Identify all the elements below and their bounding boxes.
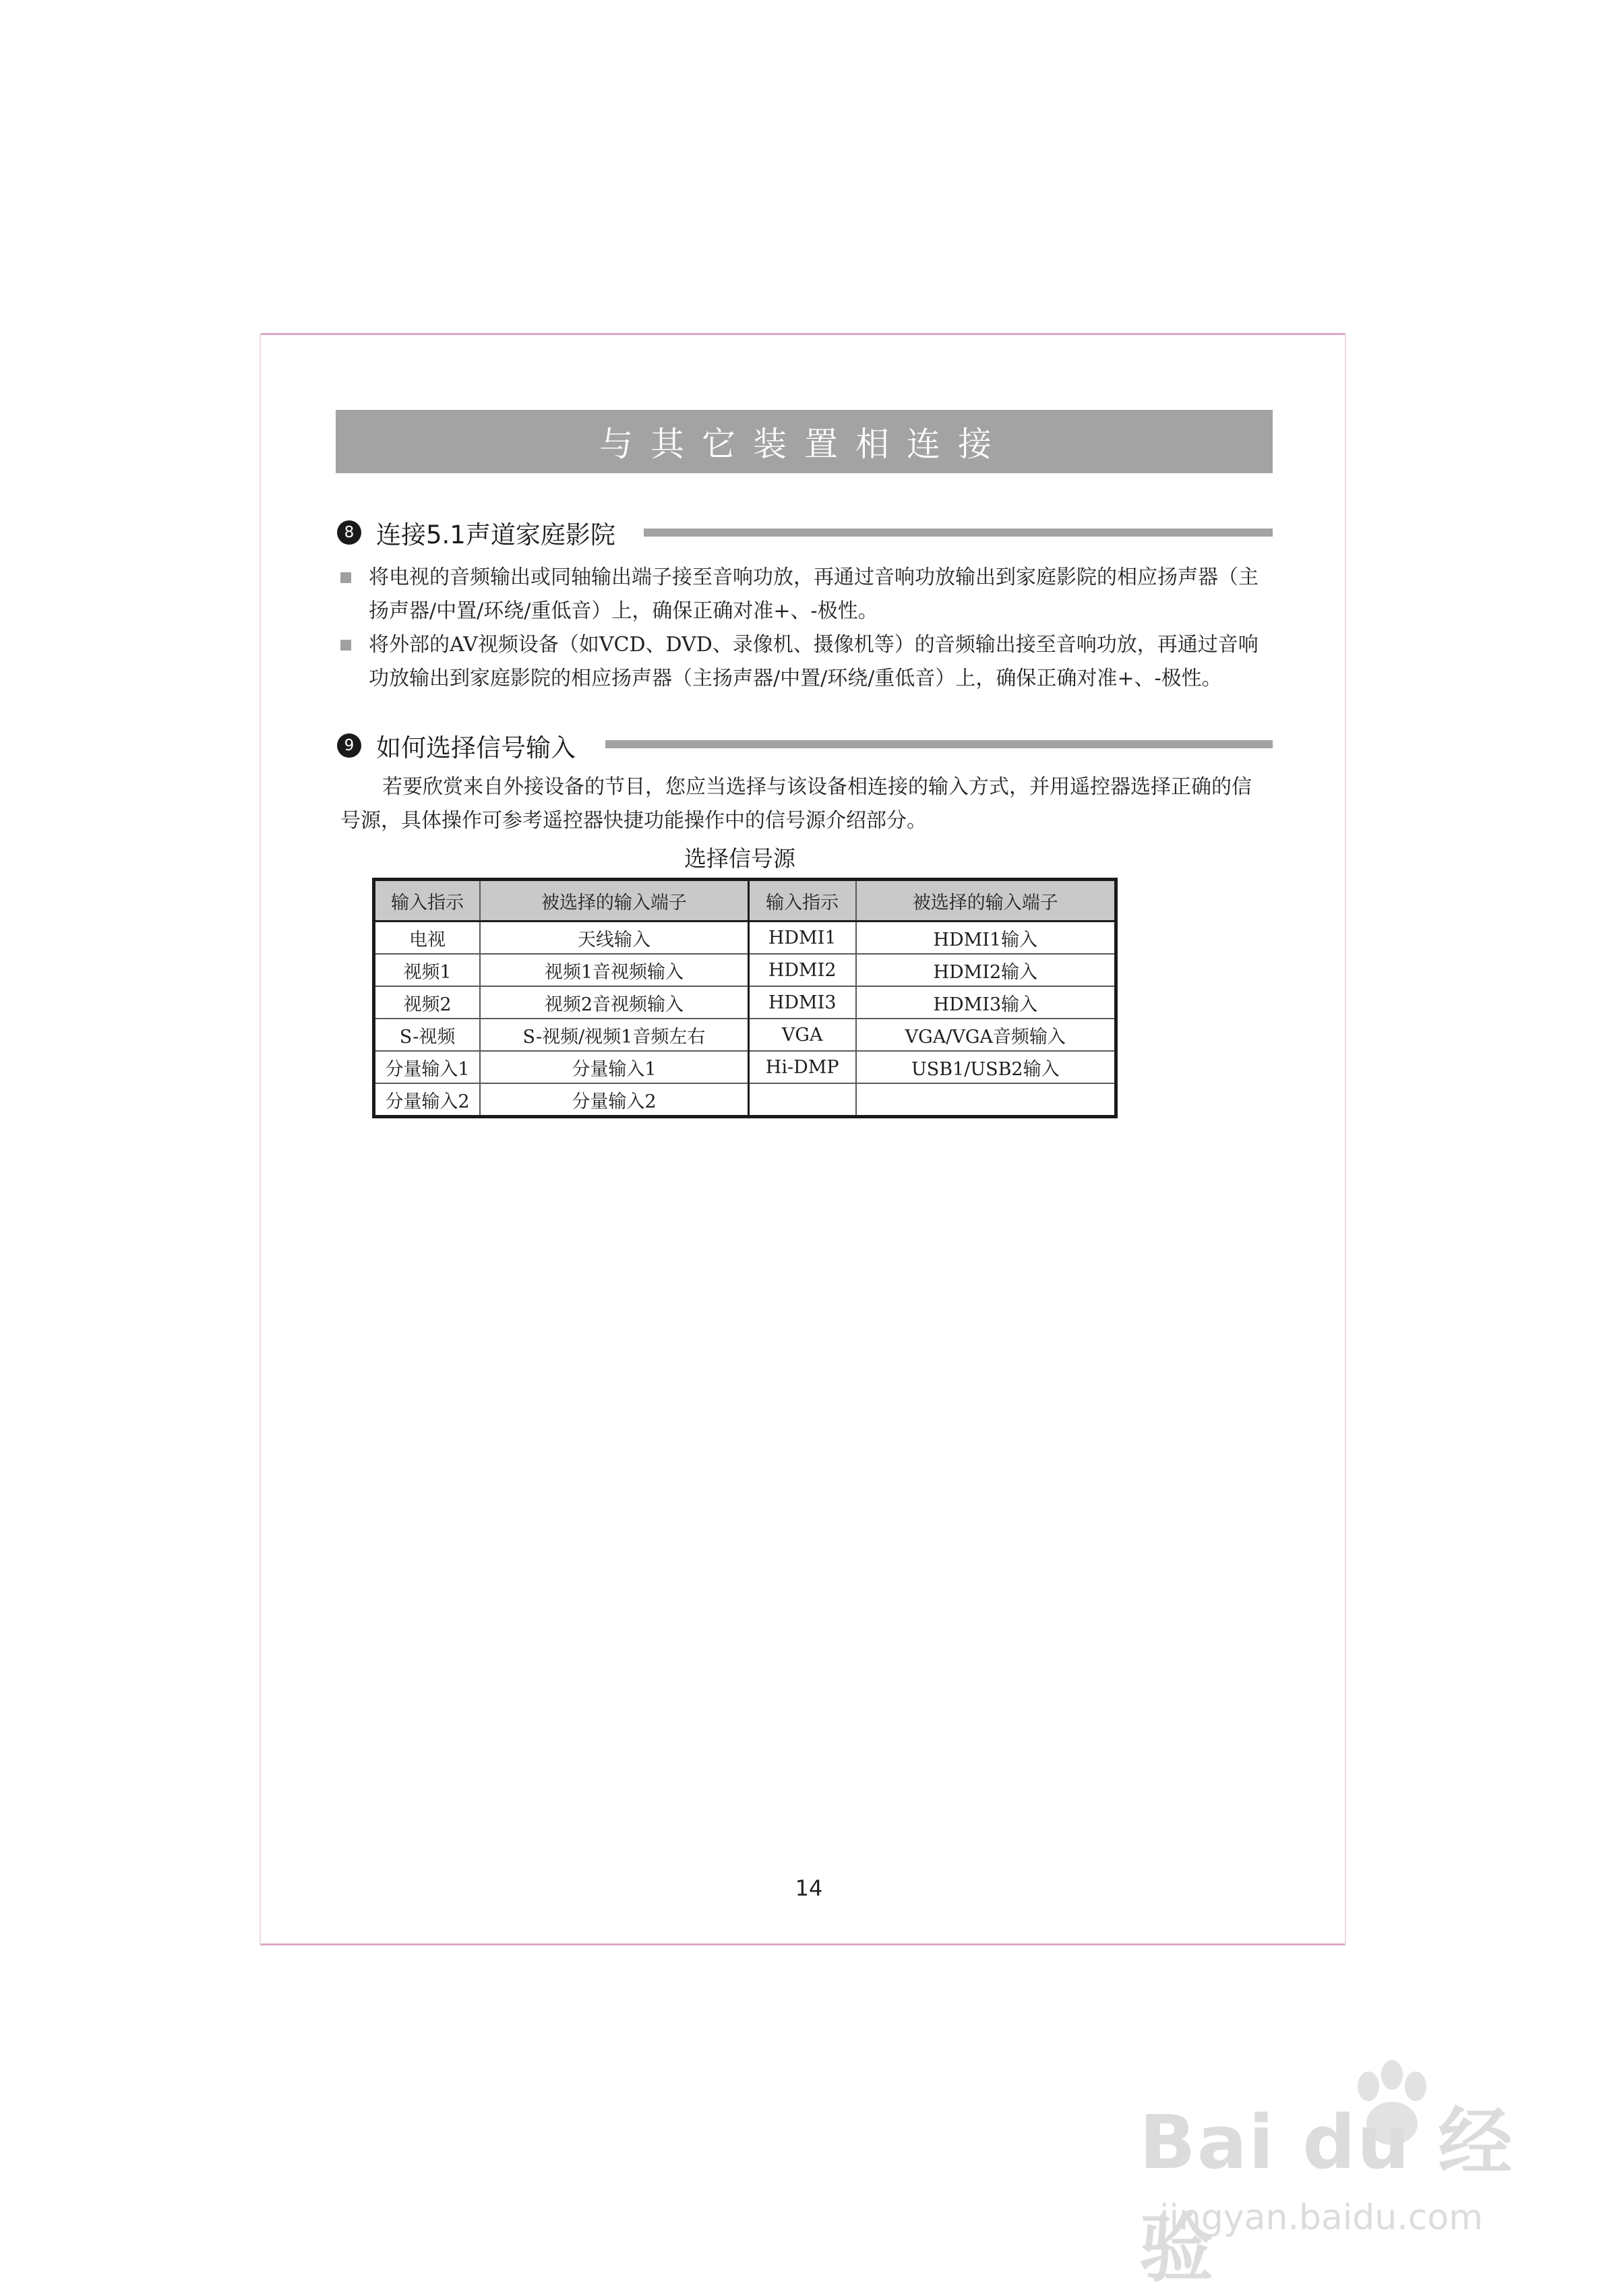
- square-bullet-icon: [340, 572, 351, 583]
- table-cell: 分量输入2: [374, 1083, 481, 1117]
- square-bullet-icon: [340, 640, 351, 651]
- bullet-text: 将电视的音频输出或同轴输出端子接至音响功放，再通过音响功放输出到家庭影院的相应扬声器（主扬声器/中置/环绕/重低音）上，确保正确对准+、-极性。: [369, 566, 1259, 623]
- header-cell: 被选择的输入端子: [480, 880, 748, 922]
- header-cell: 输入指示: [748, 880, 855, 922]
- section-8-number: 8: [337, 520, 361, 545]
- table-cell: 电视: [374, 922, 481, 955]
- bullet-text: 将外部的AV视频设备（如VCD、DVD、录像机、摄像机等）的音频输出接至音响功放，再通过音响功放输出到家庭影院的相应扬声器（主扬声器/中置/环绕/重低音）上，确保正确对准+、-极性。: [369, 633, 1259, 690]
- signal-source-table: [372, 878, 1118, 1118]
- baidu-watermark: [1139, 2063, 1557, 2292]
- table-cell: HDMI1输入: [856, 922, 1116, 955]
- page-title: 与其它装置相连接: [336, 410, 1273, 473]
- table-row: [374, 1051, 1116, 1083]
- table-cell: 视频2: [374, 986, 481, 1019]
- header-cell: 被选择的输入端子: [856, 880, 1116, 922]
- table-row: [374, 986, 1116, 1019]
- table-row: [374, 954, 1116, 986]
- page-frame-right: [1345, 333, 1346, 1945]
- table-cell: HDMI2: [748, 954, 855, 986]
- watermark-url: jingyan.baidu.com: [1159, 2198, 1483, 2238]
- table-cell: HDMI3: [748, 986, 855, 1019]
- page-frame-top: [260, 333, 1346, 335]
- table-cell: Hi-DMP: [748, 1051, 855, 1083]
- header-cell: 输入指示: [374, 880, 481, 922]
- section-8-bullet-1: [340, 561, 1271, 628]
- table-cell: VGA/VGA音频输入: [856, 1019, 1116, 1051]
- table-row: [374, 922, 1116, 955]
- section-9-title: 如何选择信号输入: [376, 733, 576, 762]
- watermark-logo-text: Bai du 经验: [1139, 2099, 1514, 2292]
- table-cell: [748, 1083, 855, 1117]
- table-cell: 视频1音视频输入: [480, 954, 748, 986]
- section-9-paragraph: 若要欣赏来自外接设备的节目，您应当选择与该设备相连接的输入方式，并用遥控器选择正确的信号源，具体操作可参考遥控器快捷功能操作中的信号源介绍部分。: [340, 775, 1252, 833]
- page-number: 14: [795, 1875, 823, 1901]
- section-8-bullet-2: [340, 628, 1271, 696]
- section-9-rule: [605, 740, 1273, 748]
- table-title: 选择信号源: [684, 845, 795, 872]
- section-9-heading: [337, 725, 576, 766]
- table-row: [374, 1083, 1116, 1117]
- page-frame-bottom: [260, 1943, 1346, 1945]
- table-header-row: [374, 880, 1116, 922]
- table-cell: S-视频: [374, 1019, 481, 1051]
- table-cell: USB1/USB2输入: [856, 1051, 1116, 1083]
- table-cell: HDMI3输入: [856, 986, 1116, 1019]
- section-9-number: 9: [337, 733, 361, 758]
- table-cell: 分量输入2: [480, 1083, 748, 1117]
- section-8-heading: [337, 512, 615, 553]
- table-row: [374, 1019, 1116, 1051]
- table-cell: HDMI2输入: [856, 954, 1116, 986]
- table-cell: 视频2音视频输入: [480, 986, 748, 1019]
- table-cell: 视频1: [374, 954, 481, 986]
- section-8-title: 连接5.1声道家庭影院: [376, 520, 615, 549]
- table-cell: HDMI1: [748, 922, 855, 955]
- table-cell: VGA: [748, 1019, 855, 1051]
- table-cell: [856, 1083, 1116, 1117]
- table-cell: S-视频/视频1音频左右: [480, 1019, 748, 1051]
- table-cell: 分量输入1: [374, 1051, 481, 1083]
- page-frame-left: [260, 333, 261, 1945]
- table-cell: 分量输入1: [480, 1051, 748, 1083]
- section-8-rule: [644, 528, 1273, 537]
- table-cell: 天线输入: [480, 922, 748, 955]
